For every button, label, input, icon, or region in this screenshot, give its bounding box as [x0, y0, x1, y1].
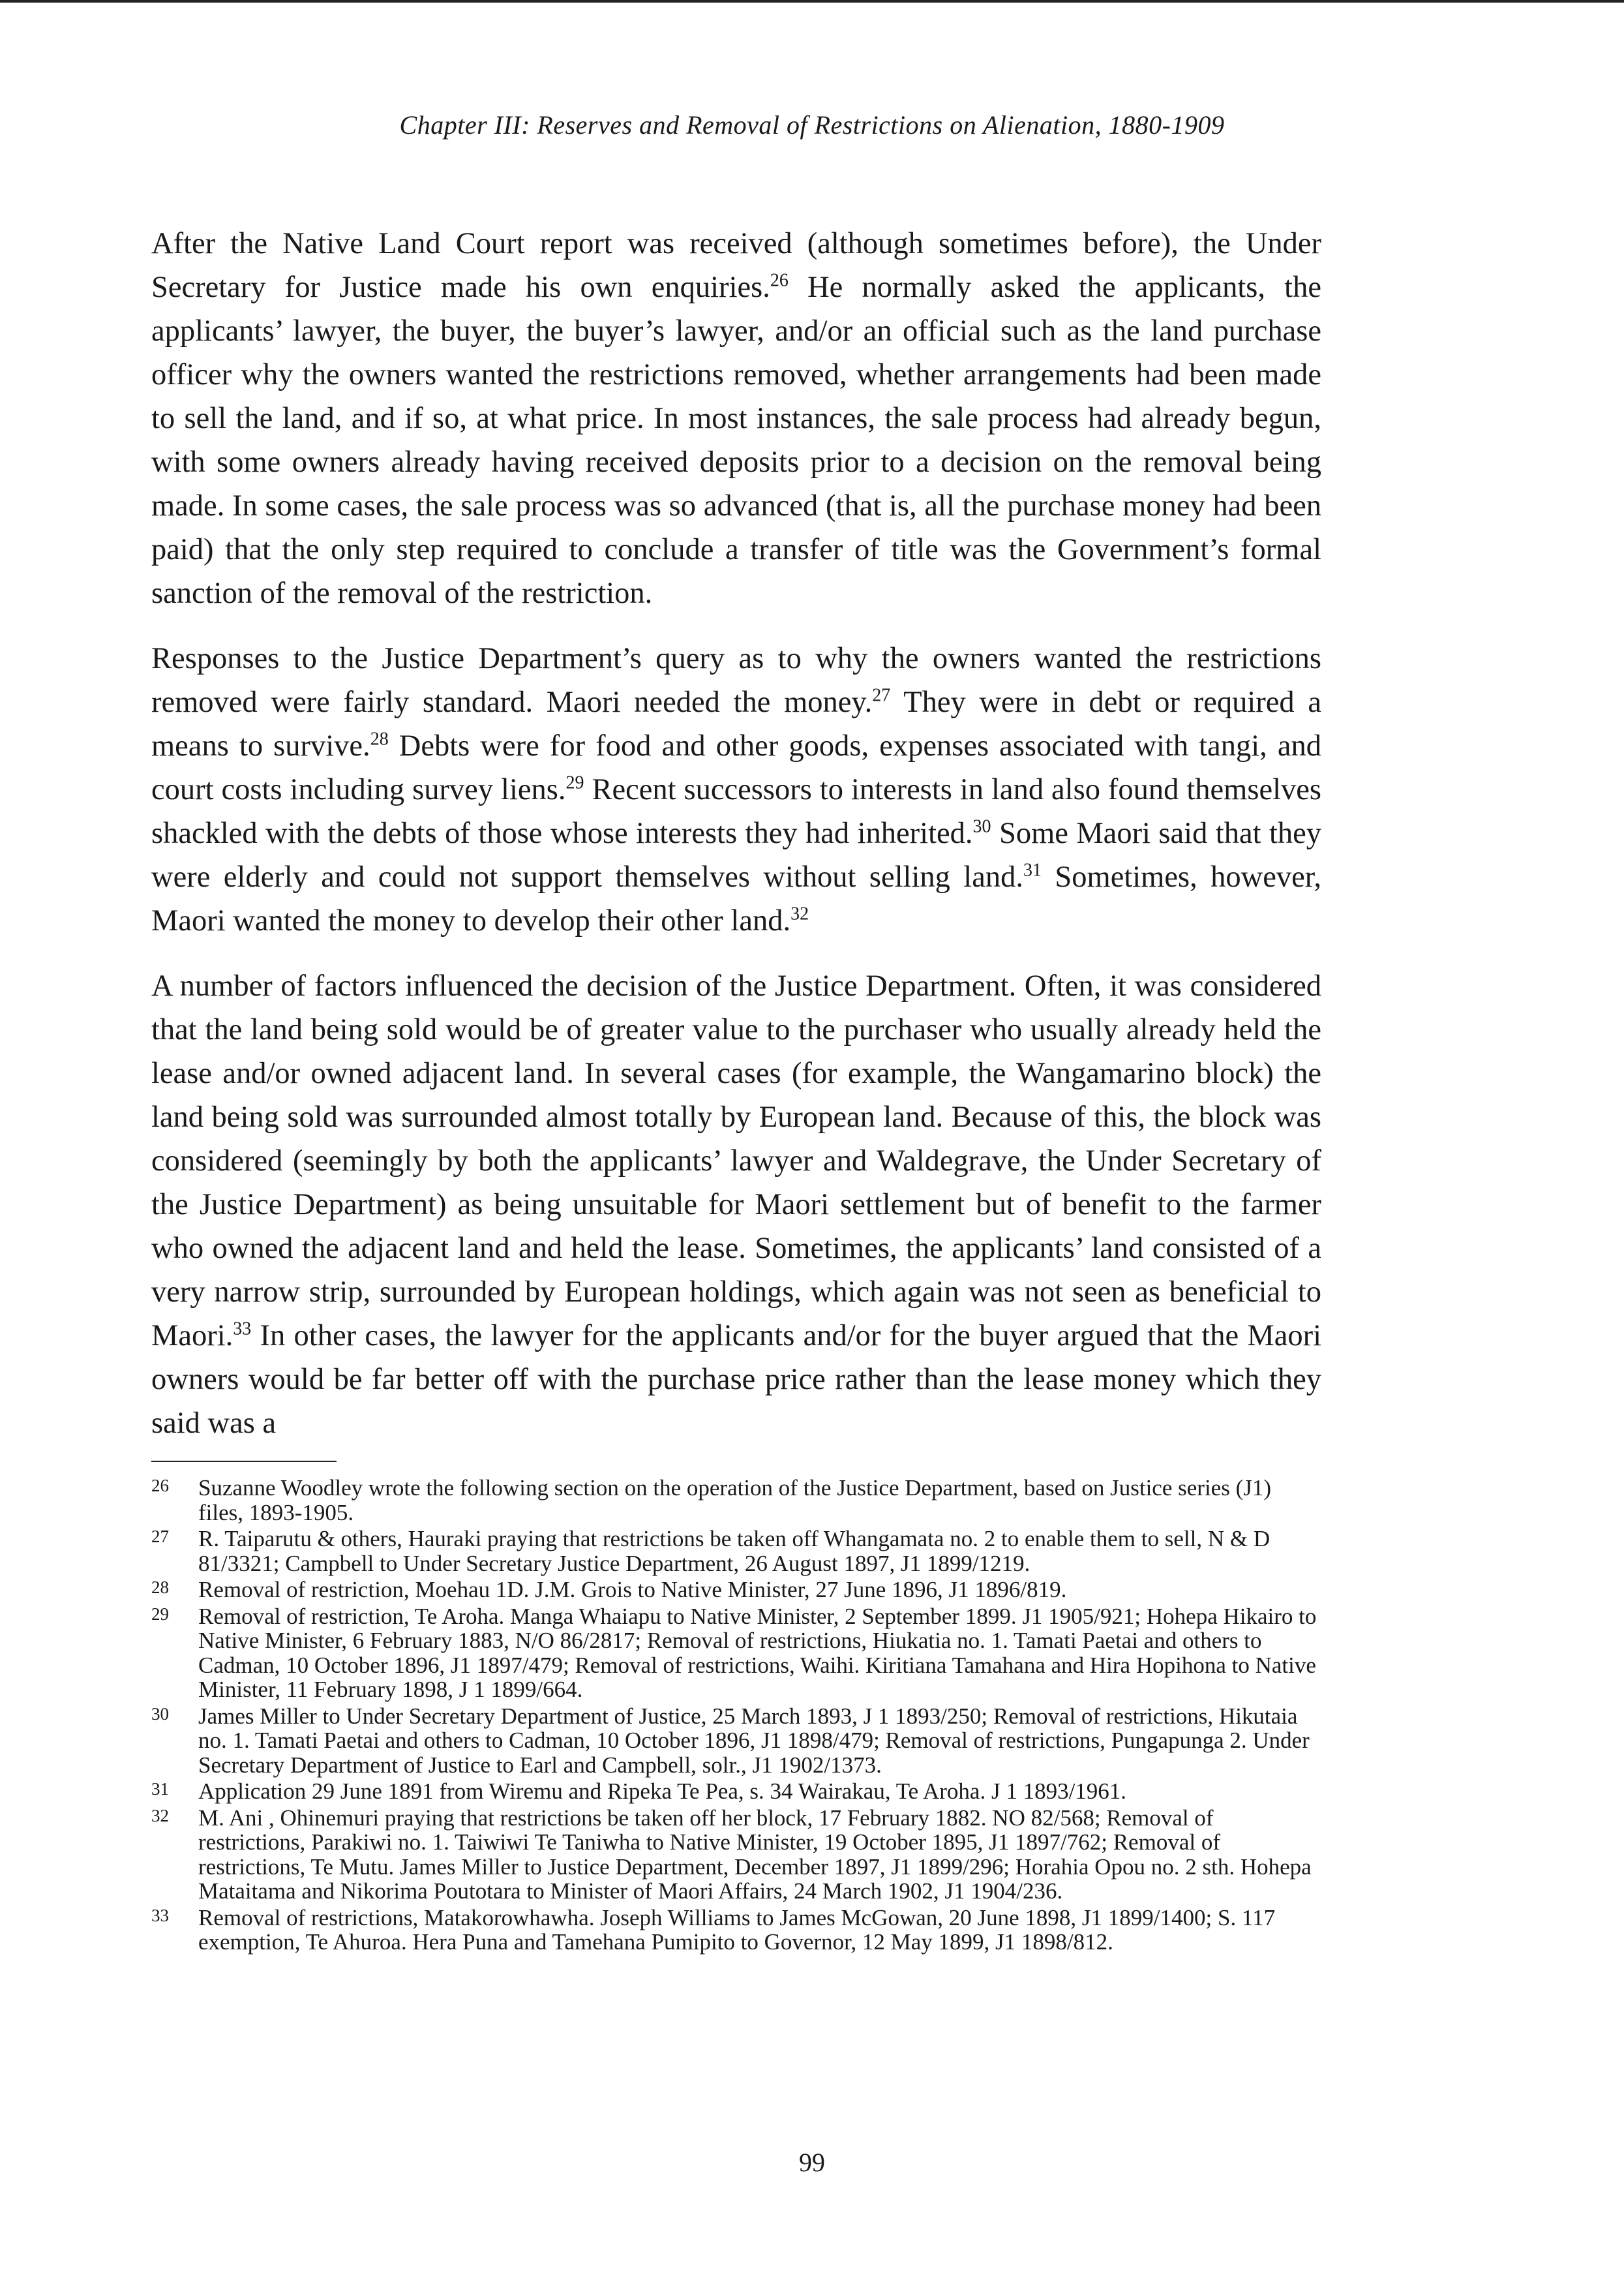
paragraph-2 — [151, 637, 1321, 943]
paragraph-text: In other cases, the lawyer for the applicants and/or for the buyer argued that the Maori owners would be far better off with the purchase price rather than the lease money which they said was a — [151, 1319, 1321, 1440]
footnote-separator — [151, 1461, 337, 1462]
footnote — [151, 1577, 1321, 1602]
footnote-ref: 27 — [872, 685, 891, 706]
footnote-number: 28 — [151, 1577, 169, 1597]
paragraph-text: Sometimes, however, Maori wanted the money to develop their other land. — [151, 861, 1321, 937]
footnote — [151, 1476, 1321, 1525]
footnote — [151, 1527, 1321, 1576]
paragraph-text: Some Maori said that they were elderly and could not support themselves without selling land. — [151, 817, 1322, 894]
footnote — [151, 1704, 1321, 1778]
paragraph-1 — [151, 222, 1321, 615]
running-head: Chapter III: Reserves and Removal of Restrictions on Alienation, 1880-1909 — [399, 110, 1225, 140]
footnote-text: M. Ani , Ohinemuri praying that restrictions be taken off her block, 17 February 1882. NO 82/568; Removal of restrictions, Parakiwi no. 1. Taiwiwi Te Taniwha to Native Minister, 19 October 1895, J1 1897/762; Removal of restrictions, Te Mutu. James Miller to Justice Department, December 1897, J1 1899/296; Horahia Opou no. 2 sth. Hohepa Mataitama and Nikorima Poutotara to Minister of Maori Affairs, 24 March 1902, J1 1904/236. — [198, 1805, 1312, 1904]
footnote-ref: 32 — [790, 904, 809, 924]
page-number: 99 — [799, 2148, 825, 2177]
footnote-ref: 30 — [972, 816, 991, 837]
footnote-number: 32 — [151, 1805, 169, 1825]
footnote-text: Removal of restriction, Moehau 1D. J.M. Grois to Native Minister, 27 June 1896, J1 1896/819. — [198, 1577, 1067, 1602]
footnote-number: 29 — [151, 1604, 169, 1624]
body-text — [151, 222, 1321, 1467]
paragraph-text: They were in debt or required a means to survive. — [151, 686, 1321, 763]
footnote-number: 26 — [151, 1476, 169, 1495]
footnote-ref: 29 — [565, 772, 584, 793]
paragraph-text: After the Native Land Court report was received (although sometimes before), the Under Secretary for Justice made his own enquiries. — [151, 227, 1321, 304]
footnote-number: 30 — [151, 1703, 169, 1724]
footnote-number: 27 — [151, 1527, 169, 1546]
footnote-text: James Miller to Under Secretary Department of Justice, 25 March 1893, J 1 1893/250; Removal of restrictions, Hikutaia no. 1. Tamati Paetai and others to Cadman, 10 October 1896, J1 1898/479; Removal of restrictions, Pungapunga 2. Under Secretary Department of Justice to Earl and Campbell, solr., J1 1902/1373. — [198, 1703, 1310, 1778]
footnote-text: Application 29 June 1891 from Wiremu and Ripeka Te Pea, s. 34 Wairakau, Te Aroha. J 1 1893/1961. — [198, 1778, 1127, 1804]
paragraph-text: Responses to the Justice Department’s query as to why the owners wanted the restrictions removed were fairly standard. Maori needed the money. — [151, 642, 1321, 719]
footnote-text: R. Taiparutu & others, Hauraki praying that restrictions be taken off Whangamata no. 2 to enable them to sell, N & D 81/3321; Campbell to Under Secretary Justice Department, 26 August 1897, J1 1899/1219. — [198, 1526, 1271, 1576]
footnote-ref: 26 — [770, 270, 789, 291]
footnote — [151, 1604, 1321, 1702]
paragraph-text: Debts were for food and other goods, expenses associated with tangi, and court costs including survey liens. — [151, 729, 1321, 806]
paragraph-text: Recent successors to interests in land also found themselves shackled with the debts of those whose interests they had inherited. — [151, 773, 1321, 850]
footnote-ref: 31 — [1023, 860, 1042, 881]
footnote-text: Removal of restriction, Te Aroha. Manga Whaiapu to Native Minister, 2 September 1899. J1 1905/921; Hohepa Hikairo to Native Minister, 6 February 1883, N/O 86/2817; Removal of restrictions, Hiukatia no. 1. Tamati Paetai and others to Cadman, 10 October 1896, J1 1897/479; Removal of restrictions, Waihi. Kiritiana Tamahana and Hira Hopihona to Native Minister, 11 February 1898, J 1 1899/664. — [198, 1603, 1317, 1702]
paragraph-text: He normally asked the applicants, the applicants’ lawyer, the buyer, the buyer’s lawyer, and/or an official such as the land purchase officer why the owners wanted the restrictions removed, whether arrangements had been made to sell the land, and if so, at what price. In most instances, the sale process had already begun, with some owners already having received deposits prior to a decision on the removal being made. In some cases, the sale process was so advanced (that is, all the purchase money had been paid) that the only step required to conclude a transfer of title was the Government’s formal sanction of the removal of the restriction. — [151, 271, 1321, 610]
footnote-ref: 33 — [233, 1318, 252, 1339]
footnote — [151, 1906, 1321, 1955]
footnote-text: Removal of restrictions, Matakorowhawha. Joseph Williams to James McGowan, 20 June 1898, J1 1899/1400; S. 117 exemption, Te Ahuroa. Hera Puna and Tamehana Pumipito to Governor, 12 May 1899, J1 1898/812. — [198, 1904, 1276, 1955]
footnote-number: 31 — [151, 1779, 169, 1799]
footnote-text: Suzanne Woodley wrote the following section on the operation of the Justice Department, based on Justice series (J1) files, 1893-1905. — [198, 1475, 1271, 1525]
footnotes — [151, 1476, 1321, 1957]
footnote — [151, 1806, 1321, 1904]
footnote-ref: 28 — [370, 729, 389, 750]
paragraph-3 — [151, 964, 1321, 1445]
footnote-number: 33 — [151, 1905, 169, 1925]
paragraph-text: A number of factors influenced the decision of the Justice Department. Often, it was considered that the land being sold would be of greater value to the purchaser who usually already held the lease and/or owned adjacent land. In several cases (for example, the Wangamarino block) the land being sold was surrounded almost totally by European land. Because of this, the block was considered (seemingly by both the applicants’ lawyer and Waldegrave, the Under Secretary of the Justice Department) as being unsuitable for Maori settlement but of benefit to the farmer who owned the adjacent land and held the lease. Sometimes, the applicants’ land consisted of a very narrow strip, surrounded by European holdings, which again was not seen as beneficial to Maori. — [151, 969, 1321, 1352]
top-border-rule — [0, 0, 1624, 3]
footnote — [151, 1779, 1321, 1804]
